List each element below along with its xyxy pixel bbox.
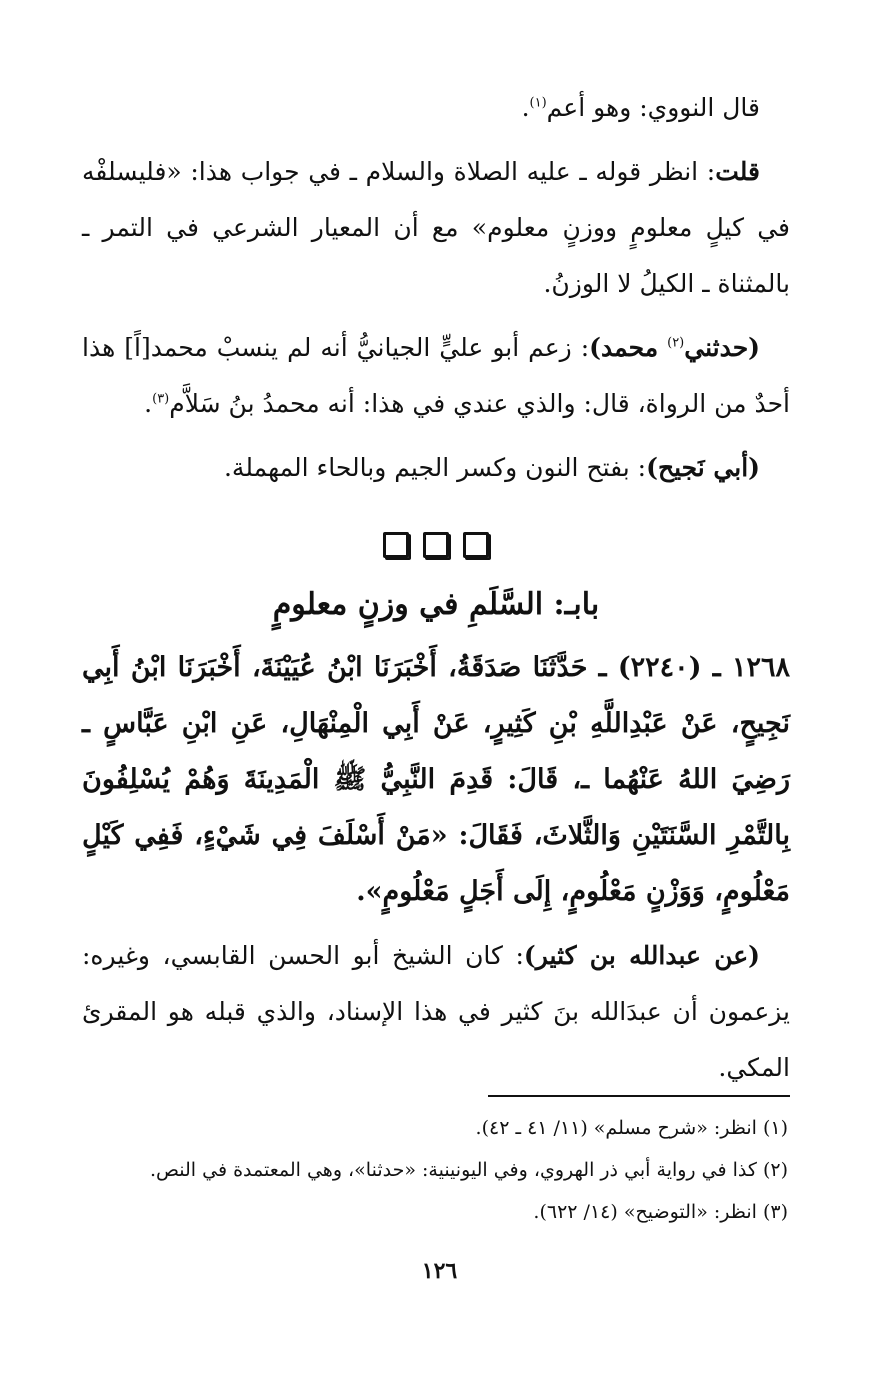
square-ornament-icon xyxy=(383,532,409,558)
haddathani-label-2: محمد) xyxy=(589,333,659,362)
haddathani-text: : زعم أبو عليٍّ الجيانيُّ أنه لم ينسبْ محمد[اً] هذا أحدٌ من الرواة، قال: والذي عندي في هذا: أنه محمدُ بنُ سَلاَّم xyxy=(82,333,790,418)
nawawi-paragraph xyxy=(82,80,790,136)
qult-text: : انظر قوله ـ عليه الصلاة والسلام ـ في جواب هذا: «فليسلفْه في كيلٍ معلومٍ ووزنٍ معلوم» مع أن المعيار الشرعي في التمر ـ بالمثناة ـ الكيلُ لا الوزنُ. xyxy=(82,157,790,298)
section-divider-ornament xyxy=(82,532,790,562)
main-text-block xyxy=(82,80,790,1104)
square-ornament-icon xyxy=(463,532,489,558)
footnote-1: (١) انظر: «شرح مسلم» (١١/ ٤١ ـ ٤٢). xyxy=(475,1117,788,1139)
footnote-ref-1[interactable]: (١) xyxy=(529,95,547,111)
footnote-2: (٢) كذا في رواية أبي ذر الهروي، وفي اليونينية: «حدثنا»، وهي المعتمدة في النص. xyxy=(149,1159,788,1181)
footnote-divider xyxy=(488,1095,790,1097)
chapter-title: بابـ: السَّلَمِ في وزنٍ معلومٍ xyxy=(272,587,600,622)
haddathani-end: . xyxy=(144,389,153,418)
footnote-ref-3[interactable]: (٣) xyxy=(152,391,170,407)
qult-paragraph xyxy=(82,144,790,312)
haddathani-paragraph xyxy=(82,320,790,432)
abi-najih-label: (أبي نَجيح) xyxy=(646,453,760,482)
abi-najih-text: : بفتح النون وكسر الجيم وبالحاء المهملة. xyxy=(223,453,647,482)
commentary-label: (عن عبدالله بن كثير) xyxy=(523,941,760,970)
footnote-3: (٣) انظر: «التوضيح» (١٤/ ٦٢٢). xyxy=(533,1201,788,1223)
nawawi-end: . xyxy=(521,93,530,122)
abi-najih-paragraph xyxy=(82,440,790,496)
footnotes-section xyxy=(82,1095,790,1233)
nawawi-text: قال النووي: وهو أعم xyxy=(546,93,760,122)
commentary-paragraph xyxy=(82,928,790,1096)
hadith-paragraph: ١٢٦٨ ـ (٢٢٤٠) ـ حَدَّثَنَا صَدَقَةُ، أَخْبَرَنَا ابْنُ عُيَيْنَةَ، أَخْبَرَنَا ابْنُ أَبِي نَجِيحٍ، عَنْ عَبْدِاللَّهِ بْنِ كَثِيرٍ، عَنْ أَبِي الْمِنْهَالِ، عَنِ ابْنِ عَبَّاسٍ ـ رَضِيَ اللهُ عَنْهُما ـ، قَالَ: قَدِمَ النَّبِيُّ ﷺ الْمَدِينَةَ وَهُمْ يُسْلِفُونَ بِالتَّمْرِ السَّنَتَيْنِ وَالثَّلاثَ، فَقَالَ: «مَنْ أَسْلَفَ فِي شَيْءٍ، فَفِي كَيْلٍ مَعْلُومٍ، وَوَزْنٍ مَعْلُومٍ، إِلَى أَجَلٍ مَعْلُومٍ». xyxy=(82,652,790,907)
haddathani-label: (حدثني xyxy=(684,333,760,362)
commentary-text: : كان الشيخ أبو الحسن القابسي، وغيره: يزعمون أن عبدَالله بنَ كثير في هذا الإسناد، والذي قبله هو المقرئ المكي. xyxy=(82,941,790,1082)
qult-label: قلت xyxy=(715,157,760,186)
square-ornament-icon xyxy=(423,532,449,558)
footnote-ref-2[interactable]: (٢) xyxy=(667,335,685,351)
page-number: ١٢٦ xyxy=(421,1258,458,1284)
